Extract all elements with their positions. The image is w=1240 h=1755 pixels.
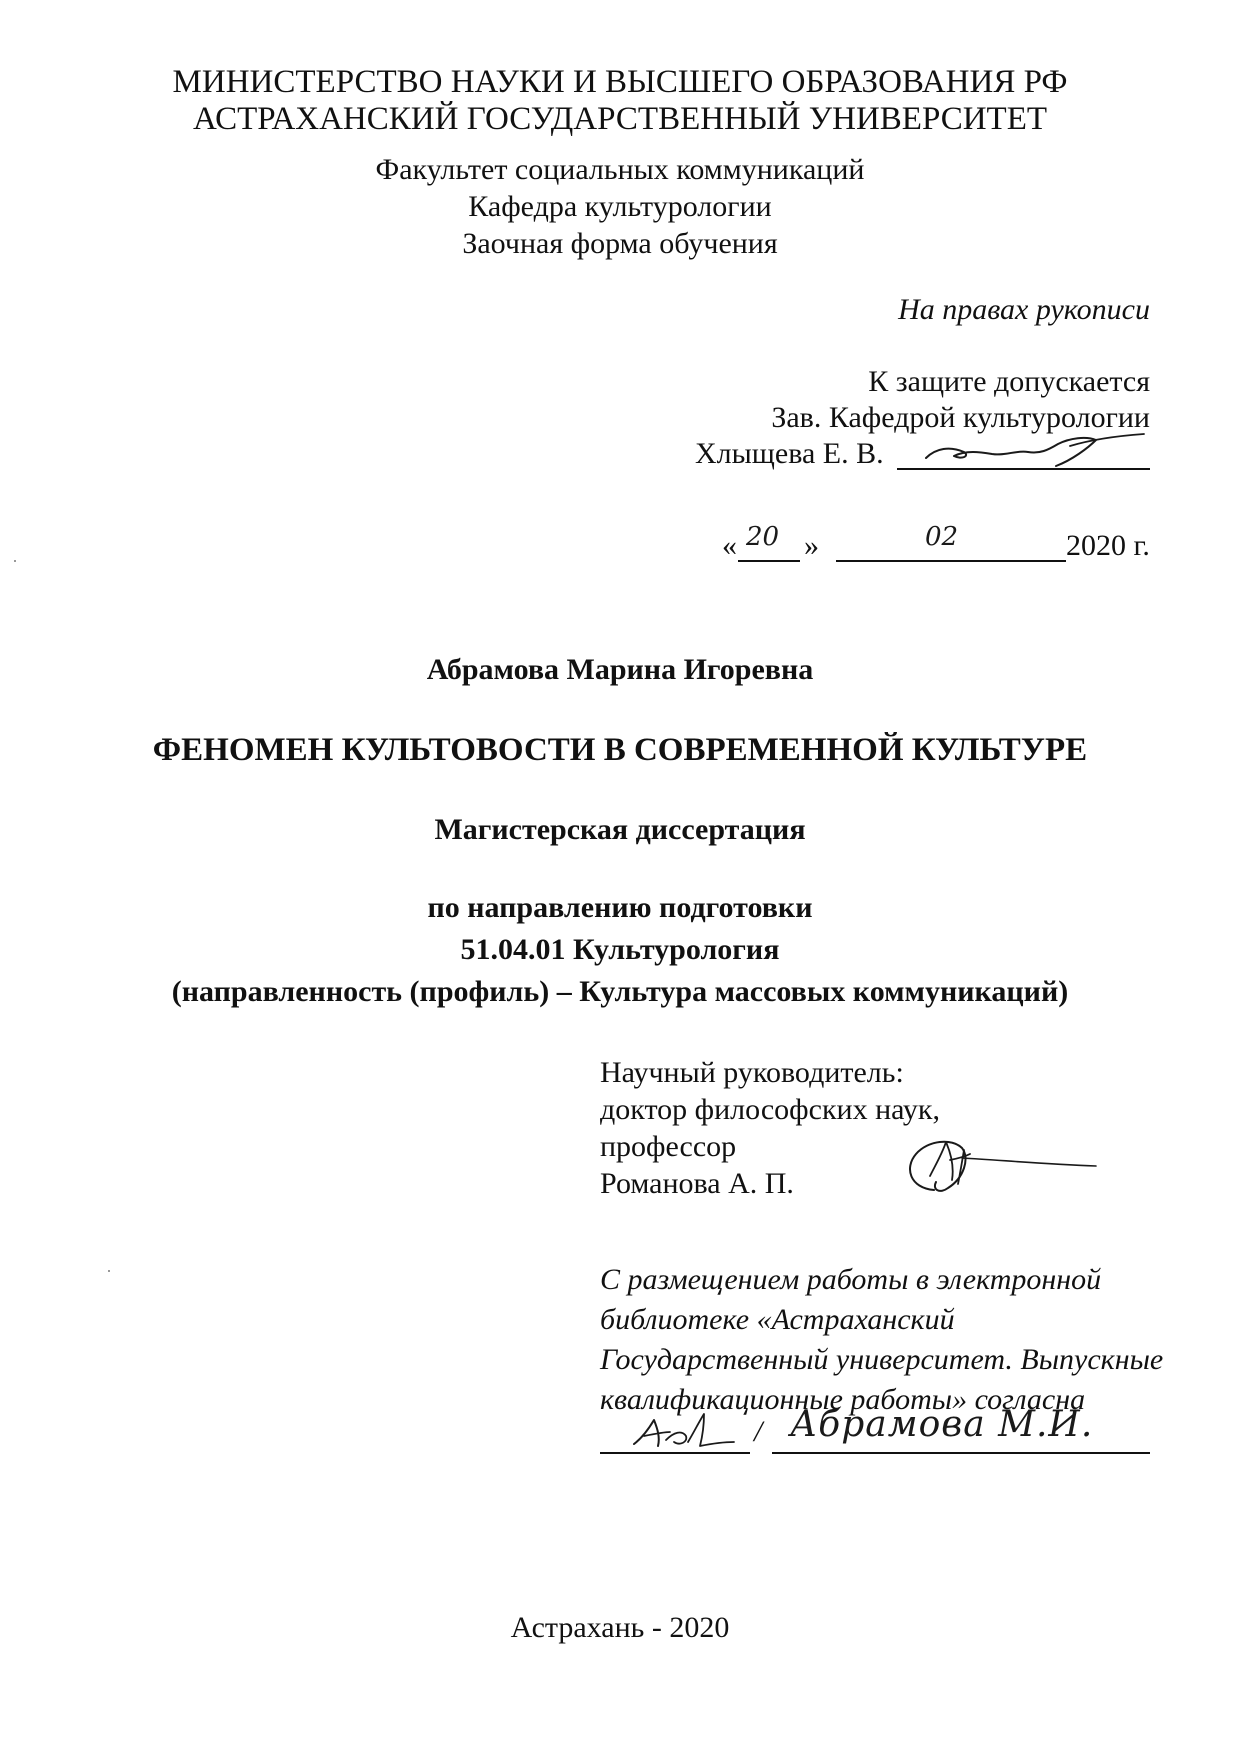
- consent-separator: /: [754, 1415, 763, 1448]
- consent-line-3: Государственный университет. Выпускные: [600, 1343, 1164, 1376]
- manuscript-note: На правах рукописи: [898, 293, 1150, 326]
- department-line: Кафедра культурологии: [468, 190, 772, 223]
- city-year: Астрахань - 2020: [510, 1611, 730, 1644]
- scan-speck: [108, 1270, 110, 1272]
- supervisor-name: Романова А. П.: [600, 1167, 794, 1200]
- approval-date-close-quote: »: [804, 529, 819, 562]
- faculty-line: Факультет социальных коммуникаций: [375, 153, 865, 186]
- supervisor-rank: профессор: [600, 1130, 737, 1163]
- university-heading: АСТРАХАНСКИЙ ГОСУДАРСТВЕННЫЙ УНИВЕРСИТЕТ: [192, 101, 1048, 137]
- consent-line-2: библиотеке «Астраханский: [600, 1303, 955, 1336]
- author-name: Абрамова Марина Игоревна: [426, 653, 814, 686]
- scan-speck: [14, 560, 16, 562]
- head-of-department-name: Хлыщева Е. В.: [695, 437, 884, 470]
- approval-year: 2020 г.: [1066, 529, 1150, 562]
- consent-line-1: С размещением работы в электронной: [600, 1263, 1102, 1296]
- approval-day-handwritten: 20: [746, 522, 780, 552]
- work-type: Магистерская диссертация: [434, 813, 806, 846]
- approval-month-handwritten: 02: [925, 522, 959, 552]
- study-form-line: Заочная форма обучения: [462, 227, 778, 260]
- head-signature: [920, 430, 1160, 470]
- consent-signature: [630, 1408, 750, 1454]
- consent-handwritten-name: Абрамова М.И.: [790, 1404, 1094, 1445]
- direction-profile: (направленность (профиль) – Культура массовых коммуникаций): [171, 975, 1069, 1008]
- direction-intro: по направлению подготовки: [427, 891, 813, 924]
- approval-date-open-quote: «: [722, 529, 737, 562]
- head-of-department-title: Зав. Кафедрой культурологии: [771, 401, 1150, 434]
- supervisor-label: Научный руководитель:: [600, 1056, 904, 1089]
- approval-month-line: [836, 560, 1066, 562]
- consent-name-line: [772, 1452, 1150, 1454]
- ministry-heading: МИНИСТЕРСТВО НАУКИ И ВЫСШЕГО ОБРАЗОВАНИЯ РФ: [172, 64, 1068, 100]
- thesis-title: ФЕНОМЕН КУЛЬТОВОСТИ В СОВРЕМЕННОЙ КУЛЬТУРЕ: [152, 732, 1088, 768]
- supervisor-signature: [900, 1128, 1100, 1208]
- direction-code: 51.04.01 Культурология: [460, 933, 780, 966]
- consent-line-4: квалификационные работы» согласна: [600, 1383, 1086, 1416]
- admission-line: К защите допускается: [868, 365, 1150, 398]
- supervisor-degree: доктор философских наук,: [600, 1093, 940, 1126]
- approval-day-line: [738, 560, 800, 562]
